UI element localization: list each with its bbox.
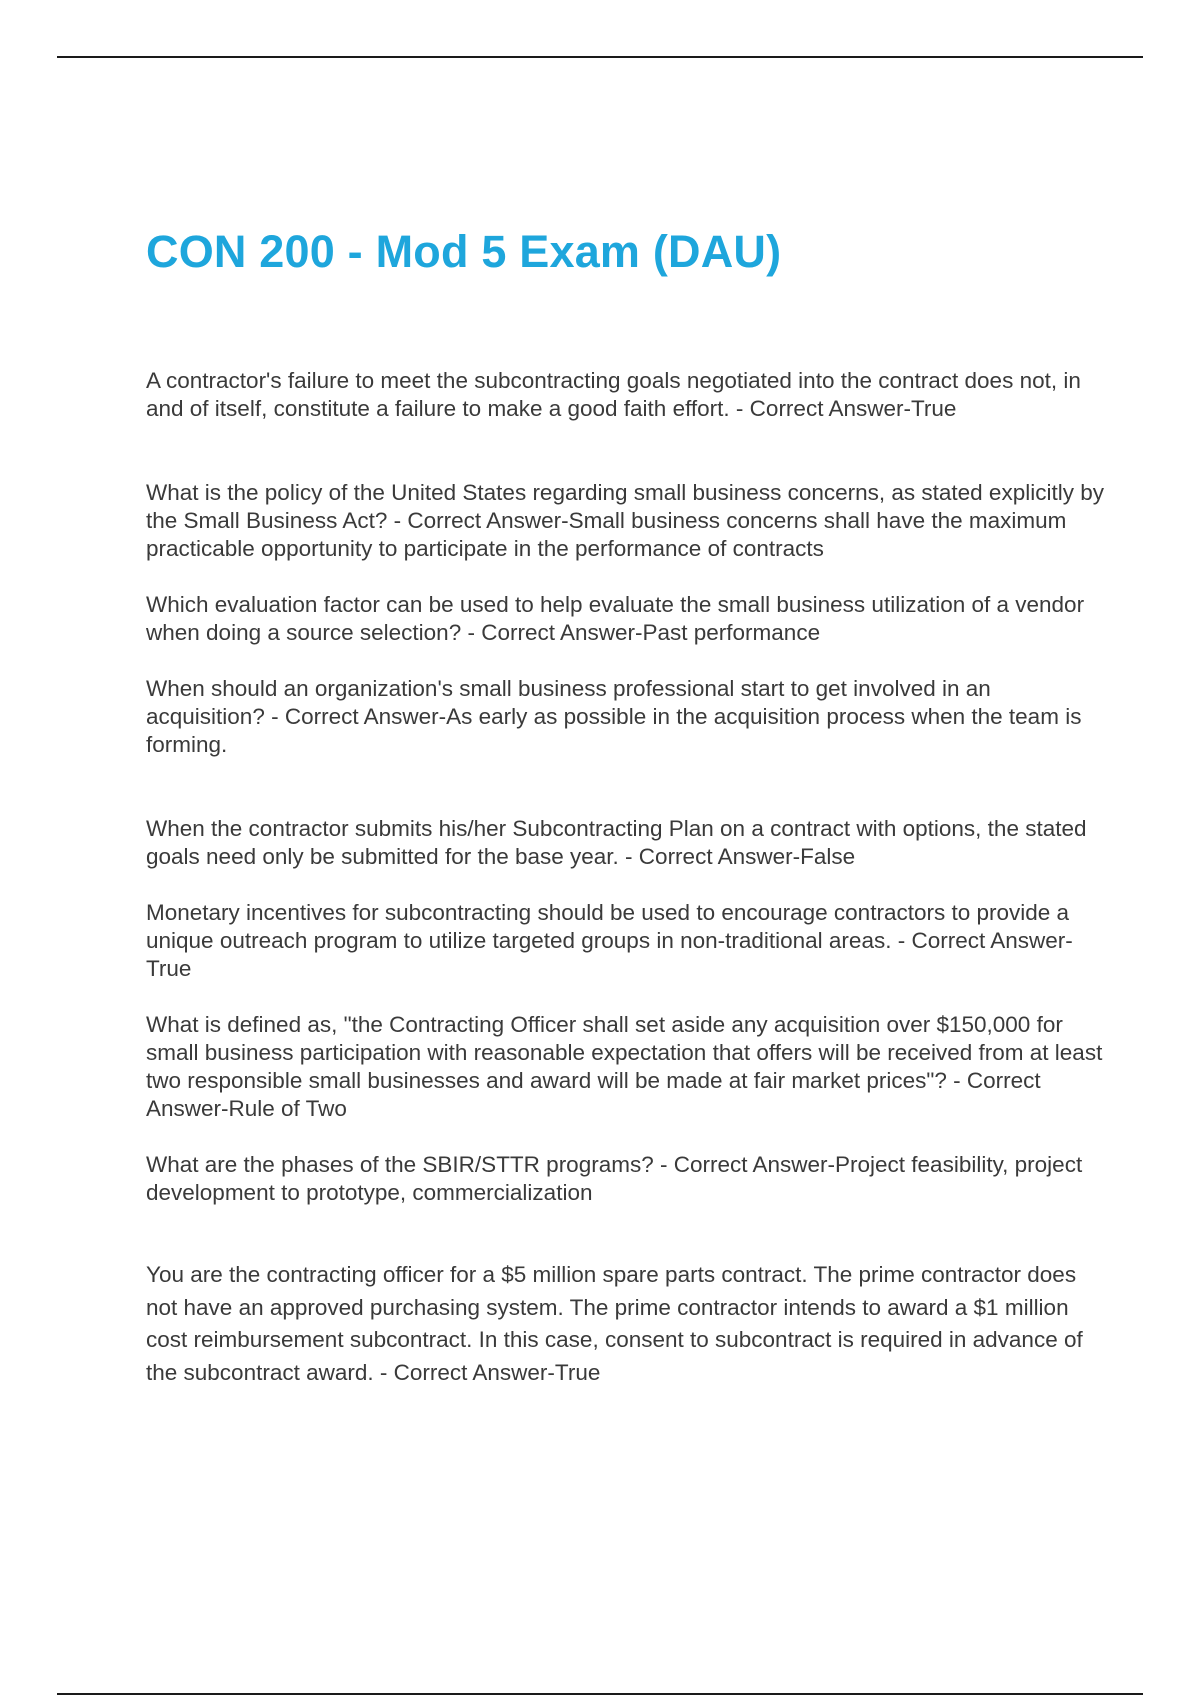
document-title: CON 200 - Mod 5 Exam (DAU) — [146, 226, 782, 277]
qa-item: When should an organization's small business professional start to get involved in an acquisition? - Correct Answer-As early as possible in the acquisition process when the team is forming. — [146, 676, 1082, 757]
qa-item: Which evaluation factor can be used to help evaluate the small business utilization of a vendor when doing a source selection? - Correct Answer-Past performance — [146, 592, 1085, 645]
qa-item: What are the phases of the SBIR/STTR programs? - Correct Answer-Project feasibility, project development to prototype, commercialization — [146, 1152, 1083, 1205]
qa-item: When the contractor submits his/her Subcontracting Plan on a contract with options, the stated goals need only be submitted for the base year. - Correct Answer-False — [146, 816, 1087, 869]
footer-rule — [57, 1693, 1143, 1695]
qa-item: What is defined as, "the Contracting Officer shall set aside any acquisition over $150,000 for small business participation with reasonable expectation that offers will be received from at least two responsible small businesses and award will be made at fair market prices"? - Correct Answer-Rule of Two — [146, 1012, 1103, 1121]
qa-item: Monetary incentives for subcontracting should be used to encourage contractors to provide a unique outreach program to utilize targeted groups in non-traditional areas. - Correct Answer-True — [146, 900, 1073, 981]
header-rule — [57, 56, 1143, 58]
qa-item: A contractor's failure to meet the subcontracting goals negotiated into the contract does not, in and of itself, constitute a failure to make a good faith effort. - Correct Answer-True — [146, 368, 1081, 421]
qa-item: What is the policy of the United States regarding small business concerns, as stated explicitly by the Small Business Act? - Correct Answer-Small business concerns shall have the maximum practicable opportunity to participate in the performance of contracts — [146, 480, 1104, 561]
qa-item: You are the contracting officer for a $5 million spare parts contract. The prime contractor does not have an approved purchasing system. The prime contractor intends to award a $1 million cost reimbursement subcontract. In this case, consent to subcontract is required in advance of the subcontract award. - Correct Answer-True — [146, 1262, 1083, 1385]
